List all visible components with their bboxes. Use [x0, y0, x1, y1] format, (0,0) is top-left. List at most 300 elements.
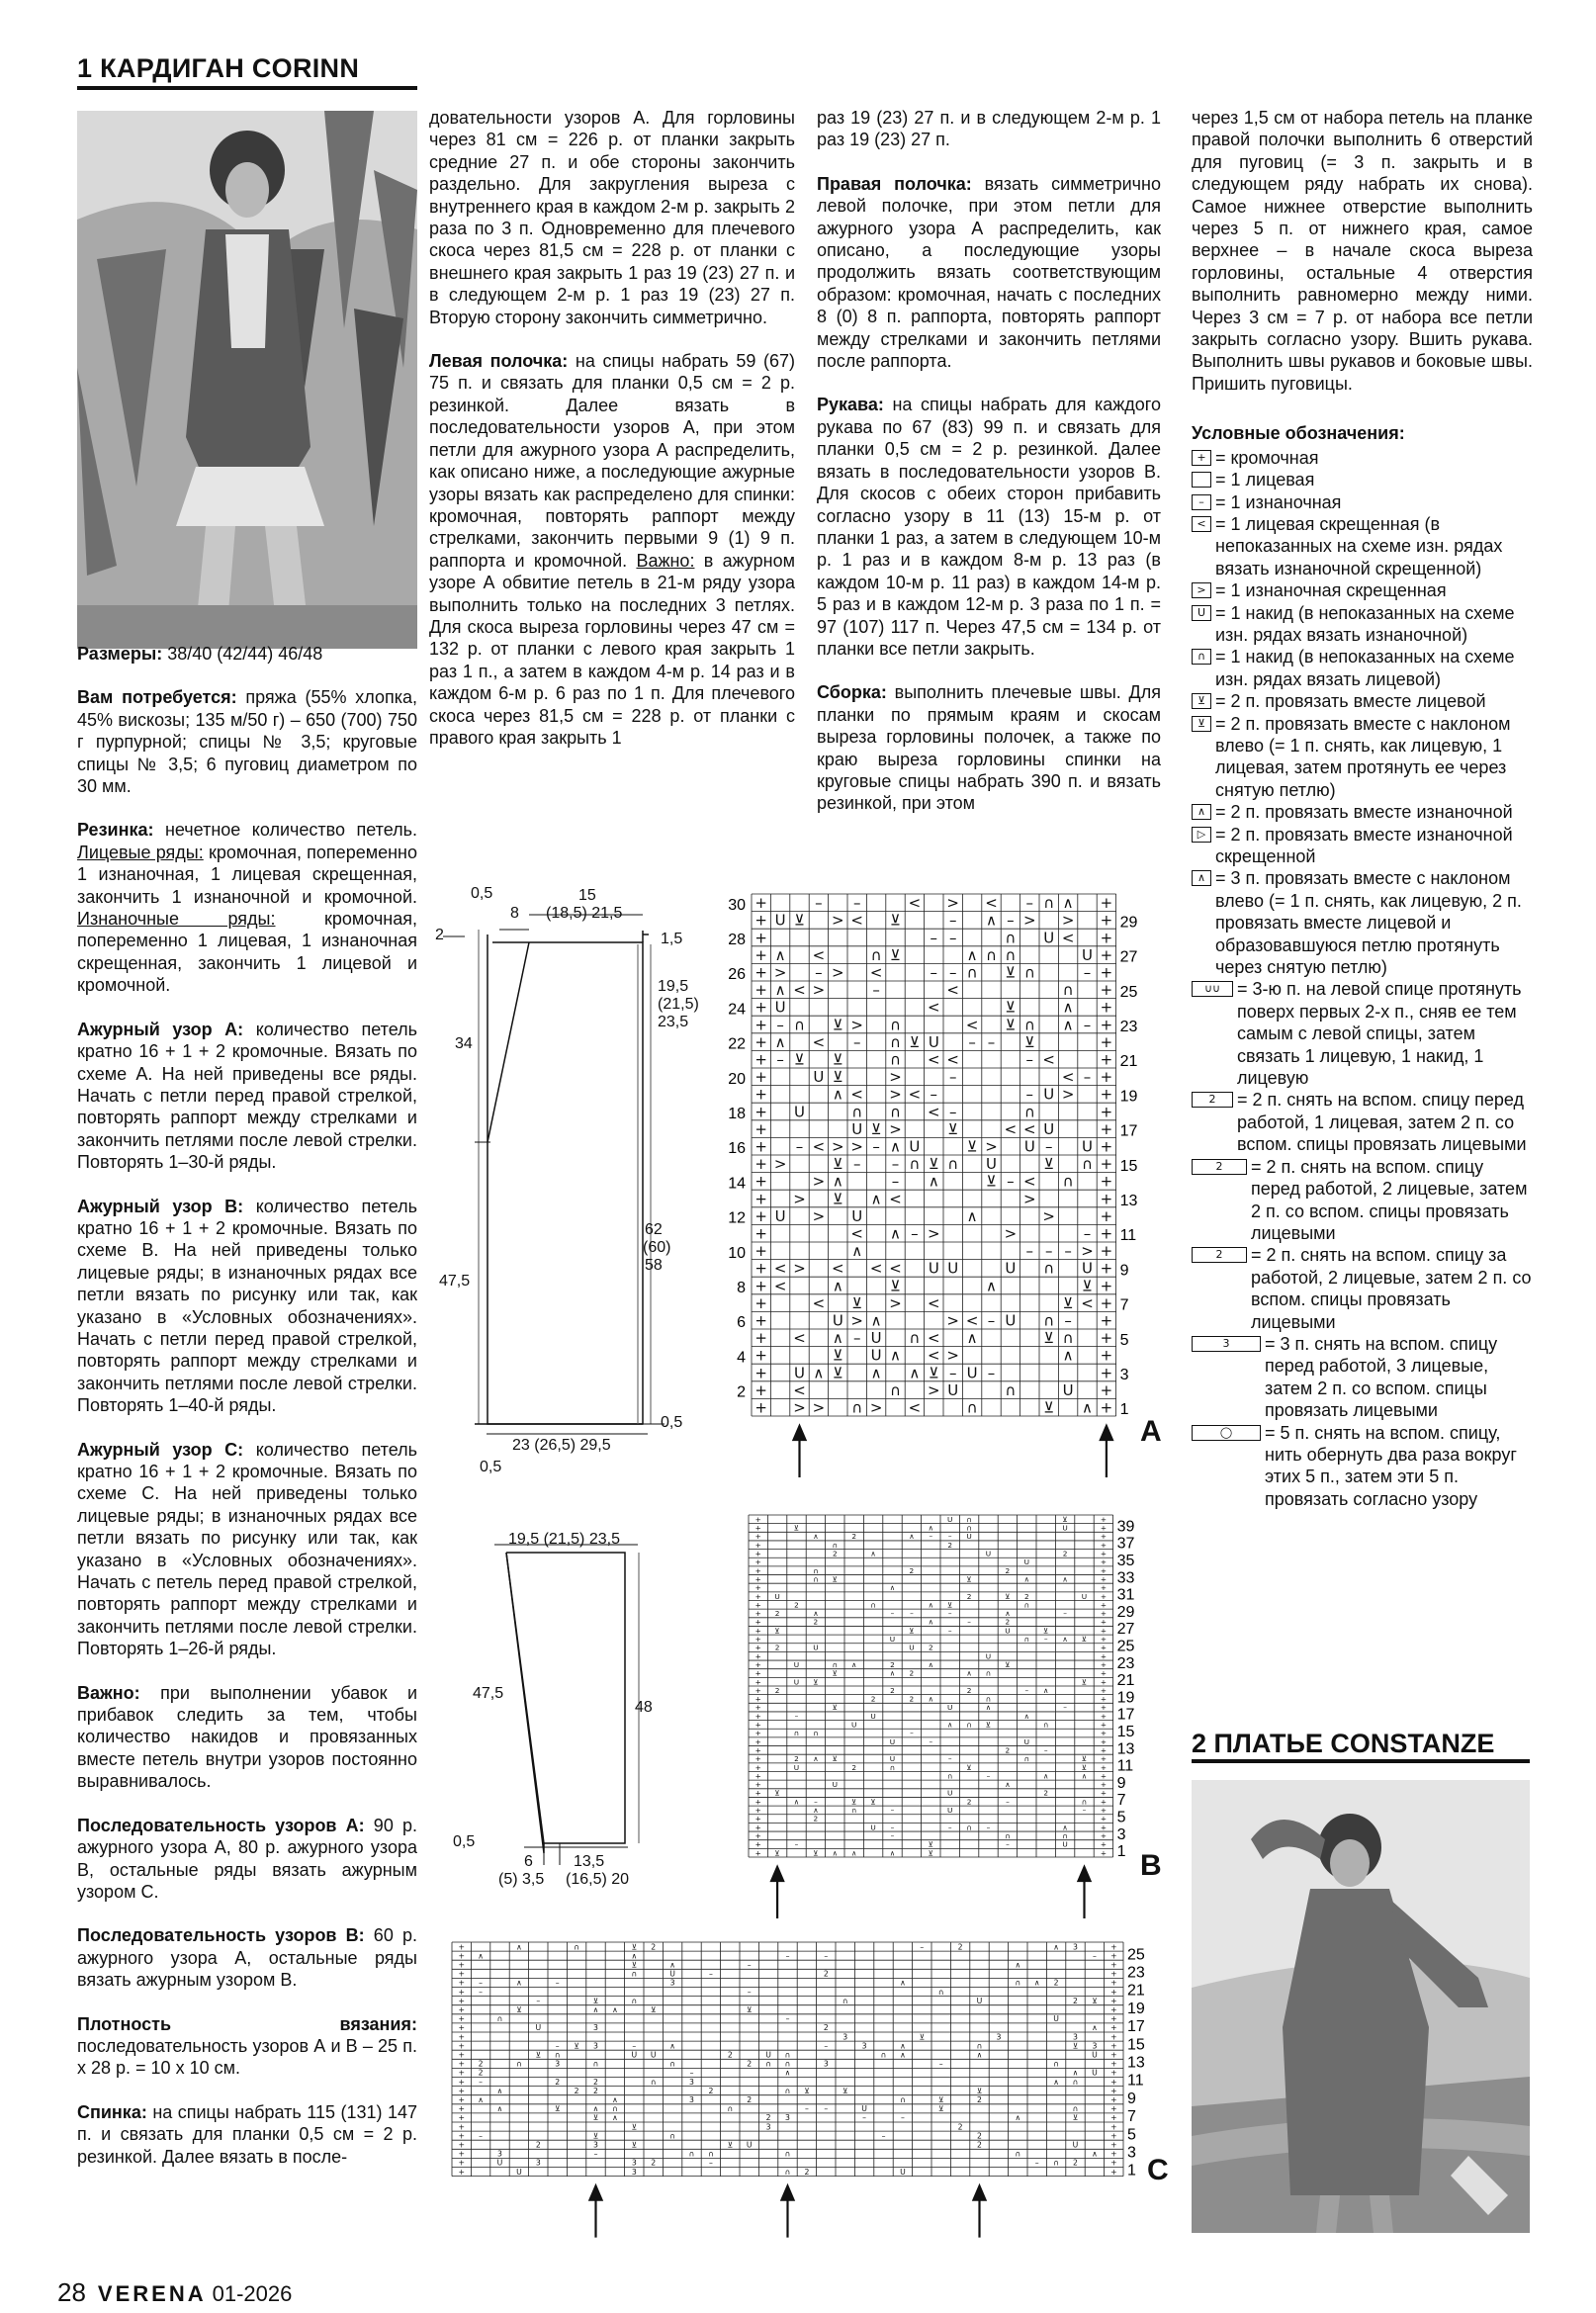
chart-cell-symbol: ∧ — [928, 1617, 933, 1627]
chart-cell-symbol: + — [754, 1557, 761, 1567]
chart-cell-symbol: – — [852, 894, 861, 913]
chart-cell-symbol: ⊻ — [832, 1703, 838, 1713]
section-2-title: 2 ПЛАТЬЕ CONSTANZE — [1192, 1729, 1495, 1758]
row-number-label: 6 — [737, 1314, 746, 1332]
chart-cell-symbol: + — [1100, 1514, 1107, 1524]
chart-cell-symbol: U — [1082, 945, 1093, 964]
legend-item — [1192, 491, 1533, 513]
chart-cell-symbol: 2 — [813, 1814, 819, 1824]
chart-cell-symbol: > — [832, 963, 844, 982]
chart-cell-symbol: – — [824, 2041, 829, 2051]
chart-cell-symbol: < — [1004, 1119, 1018, 1138]
chart-cell-symbol: ∧ — [516, 1978, 522, 1988]
chart-cell-symbol: + — [1100, 1635, 1107, 1645]
assembly-continued: через 1,5 см от набора петель на планке правой полочки выполнить 6 отверстий для пуговиц (= 3 п. закрыть и в следующем ряду набрать их снова). Самое нижнее отверстие выполнить через 5 п. от нижнего края, самое верхнее – в начале скоса выреза горловины, остальные 4 отверстия выполнить равномерно между ними. Через 3 см = 7 р. от набора все петли закрыть согласно узору. Вшить рукава. Выполнить швы рукавов и боковые швы. Пришить пуговицы. — [1192, 108, 1533, 394]
chart-cell-symbol: U — [947, 1259, 959, 1278]
chart-cell-symbol: U — [870, 1329, 882, 1348]
row-number-label: 17 — [1116, 1706, 1135, 1724]
chart-cell-symbol: > — [793, 1190, 806, 1208]
chart-cell-symbol: ∩ — [851, 1806, 857, 1816]
chart-cell-symbol: ∩ — [1005, 1380, 1017, 1399]
row-number-label: 25 — [1119, 983, 1138, 1001]
chart-cell-symbol: ∩ — [900, 2094, 906, 2104]
row-number-label: 23 — [1127, 1964, 1145, 1982]
chart-cell-symbol: < — [793, 1380, 806, 1399]
chart-cell-symbol: + — [1100, 1814, 1107, 1824]
chart-cell-symbol: ∧ — [986, 1277, 997, 1295]
chart-cell-symbol: + — [754, 1814, 761, 1824]
chart-cell-symbol: ⊻ — [592, 2131, 599, 2141]
chart-cell-symbol: + — [458, 1969, 465, 1979]
chart-cell-symbol: ⊻ — [516, 2004, 522, 2014]
chart-cell-symbol: ∧ — [1043, 1771, 1049, 1781]
chart-cell-symbol: U — [516, 2167, 522, 2177]
chart-cell-symbol: ⊻ — [1072, 2041, 1079, 2051]
page-footer — [57, 2278, 292, 2308]
row-number-label: 13 — [1116, 1740, 1135, 1758]
model-photo-cardigan — [77, 111, 417, 649]
repeat-arrow-icon — [1079, 1867, 1091, 1918]
chart-c-grid — [450, 1934, 1145, 2261]
chart-cell-symbol: ∧ — [669, 2041, 675, 2051]
chart-cell-symbol: ⊻ — [774, 1848, 780, 1858]
chart-cell-symbol: ∧ — [1015, 2113, 1021, 2123]
chart-cell-symbol: – — [900, 2113, 905, 2123]
chart-cell-symbol: > — [889, 1068, 902, 1087]
chart-cell-symbol: ∧ — [813, 1806, 819, 1816]
chart-cell-symbol: > — [832, 911, 844, 930]
chart-cell-symbol: + — [754, 1694, 761, 1704]
chart-cell-symbol: + — [458, 2032, 465, 2042]
chart-cell-symbol: ∩ — [1062, 1172, 1074, 1191]
legend-text: = 2 п. провязать вместе изнаночной скрещенной — [1215, 824, 1513, 866]
chart-cell-symbol: – — [1025, 1085, 1034, 1104]
chart-cell-symbol: + — [1100, 1103, 1113, 1121]
chart-cell-symbol: 2 — [1005, 1745, 1011, 1755]
chart-cell-symbol: U — [813, 1068, 825, 1087]
chart-cell-symbol: ⊻ — [832, 1190, 843, 1208]
chart-cell-symbol: ∧ — [1023, 1711, 1029, 1721]
chart-cell-symbol: ∧ — [986, 911, 997, 930]
chart-cell-symbol: 2 — [813, 1617, 819, 1627]
chart-cell-symbol: + — [458, 2086, 465, 2095]
chart-cell-symbol: ⊻ — [1072, 2113, 1079, 2123]
chart-cell-symbol: 2 — [1043, 1788, 1049, 1798]
chart-cell-symbol: – — [1083, 963, 1092, 982]
chart-cell-symbol: ∧ — [516, 1942, 522, 1952]
chart-cell-symbol: ⊻ — [794, 911, 805, 930]
chart-cell-symbol: < — [850, 1085, 863, 1104]
chart-cell-symbol: ⊻ — [832, 1050, 843, 1069]
chart-cell-symbol: > — [1023, 1190, 1036, 1208]
row-number-label: 27 — [1116, 1621, 1135, 1639]
chart-cell-symbol: < — [812, 1293, 826, 1312]
chart-cell-symbol: U — [1092, 2068, 1098, 2078]
chart-cell-symbol: U — [1062, 1380, 1074, 1399]
chart-cell-symbol: ∧ — [900, 2050, 906, 2060]
chart-cell-symbol: – — [947, 1754, 952, 1764]
chart-cell-symbol: U — [909, 1643, 915, 1652]
chart-cell-symbol: ∩ — [516, 2059, 522, 2069]
chart-cell-symbol: U — [870, 1346, 882, 1365]
chart-cell-symbol: 2 — [747, 2059, 753, 2069]
chart-cell-symbol: ∧ — [909, 1364, 921, 1382]
legend-symbol-icon: ∧ — [1192, 870, 1211, 886]
chart-cell-symbol: ⊻ — [976, 2086, 983, 2095]
chart-cell-symbol: – — [1064, 1242, 1072, 1261]
dim-label: (60) — [643, 1239, 671, 1256]
chart-cell-symbol: ⊻ — [535, 2050, 542, 2060]
chart-cell-symbol: 2 — [870, 1694, 876, 1704]
chart-cell-symbol: 2 — [1062, 1549, 1068, 1558]
legend-text: = 2 п. снять на вспом. спицу перед работой, 1 лицевая, затем 2 п. со вспом. спицы провязать лицевыми — [1237, 1090, 1527, 1155]
chart-cell-symbol: + — [1110, 2050, 1117, 2060]
chart-cell-symbol: ∧ — [1072, 2068, 1079, 2078]
chart-cell-symbol: ∩ — [784, 2059, 791, 2069]
chart-cell-symbol: ⊻ — [650, 2004, 657, 2014]
chart-cell-symbol: + — [1100, 1848, 1107, 1858]
chart-cell-symbol: < — [812, 1137, 826, 1156]
chart-cell-symbol: + — [1100, 1380, 1113, 1399]
repeat-arrow-icon — [794, 1426, 806, 1477]
chart-cell-symbol: ⊻ — [813, 1677, 819, 1687]
chart-cell-symbol: ∩ — [1023, 1600, 1029, 1610]
chart-cell-symbol: – — [815, 894, 823, 913]
chart-cell-symbol: – — [1083, 1016, 1092, 1034]
chart-cell-symbol: 2 — [977, 2094, 982, 2104]
chart-cell-symbol: ∧ — [813, 1754, 819, 1764]
dim-label: 13,5 — [574, 1853, 605, 1870]
chart-cell-symbol: ⊻ — [966, 1762, 972, 1772]
chart-cell-symbol: + — [754, 1565, 761, 1575]
chart-cell-symbol: U — [774, 1206, 786, 1225]
chart-cell-symbol: + — [754, 1745, 761, 1755]
legend-symbol-icon: – — [1192, 494, 1211, 510]
chart-cell-symbol: + — [458, 2131, 465, 2141]
chart-cell-symbol: ∩ — [669, 2131, 675, 2141]
legend-list — [1192, 447, 1533, 1511]
chart-cell-symbol: < — [1042, 1050, 1055, 1069]
chart-cell-symbol: + — [754, 1172, 767, 1191]
chart-cell-symbol: 2 — [804, 2167, 810, 2177]
dim-label: 0,5 — [480, 1459, 502, 1475]
chart-cell-symbol: U — [870, 1823, 876, 1832]
chart-cell-symbol: – — [987, 1364, 996, 1382]
chart-cell-symbol: U — [774, 911, 786, 930]
chart-cell-symbol: – — [947, 1823, 952, 1832]
chart-cell-symbol: ⊻ — [1081, 1762, 1088, 1772]
chart-cell-symbol: < — [889, 1190, 902, 1208]
chart-cell-symbol: ⊻ — [774, 1788, 780, 1798]
chart-cell-symbol: + — [754, 1736, 761, 1746]
chart-cell-symbol: + — [1100, 1206, 1113, 1225]
chart-cell-symbol: < — [1023, 1119, 1036, 1138]
row-number-label: 28 — [728, 932, 746, 949]
chart-cell-symbol: + — [754, 1137, 767, 1156]
chart-cell-symbol: + — [754, 1823, 761, 1832]
chart-cell-symbol: 2 — [909, 1694, 915, 1704]
chart-cell-symbol: > — [812, 981, 826, 1000]
chart-cell-symbol: + — [754, 1050, 767, 1069]
chart-cell-symbol: 3 — [1092, 2041, 1098, 2051]
legend-title: Условные обозначения: — [1192, 423, 1405, 444]
chart-cell-symbol: ∧ — [813, 1532, 819, 1542]
chart-cell-symbol: < — [965, 1016, 979, 1034]
chart-cell-symbol: U — [774, 1591, 780, 1601]
chart-cell-symbol: ∧ — [1092, 2023, 1098, 2033]
chart-cell-symbol: 2 — [794, 1600, 799, 1610]
row-number-label: 11 — [1127, 2072, 1144, 2090]
chart-cell-symbol: U — [1043, 929, 1055, 947]
chart-cell-symbol: – — [794, 1711, 799, 1721]
chart-c — [450, 1934, 1145, 2261]
chart-cell-symbol: + — [1110, 1969, 1117, 1979]
chart-cell-symbol: > — [946, 894, 959, 913]
chart-cell-symbol: – — [890, 1830, 895, 1840]
chart-cell-symbol: + — [1110, 2014, 1117, 2024]
chart-cell-symbol: ⊻ — [909, 1032, 921, 1051]
chart-cell-symbol: < — [773, 1259, 787, 1278]
chart-cell-symbol: + — [1100, 1771, 1107, 1781]
chart-cell-symbol: ∧ — [774, 1032, 786, 1051]
dim-label: (5) 3,5 — [498, 1871, 545, 1888]
chart-cell-symbol: 2 — [593, 2077, 598, 2087]
dim-label: 1,5 — [661, 931, 683, 947]
legend-symbol-icon: ∧ — [1192, 804, 1211, 820]
chart-cell-symbol: + — [1100, 1277, 1113, 1295]
chart-cell-symbol: – — [555, 2041, 560, 2051]
chart-cell-symbol: + — [754, 1711, 761, 1721]
row-number-label: 7 — [1119, 1296, 1129, 1314]
chart-cell-symbol: ⊻ — [813, 1848, 819, 1858]
chart-cell-symbol: + — [1100, 1137, 1113, 1156]
chart-cell-symbol: < — [773, 1277, 787, 1295]
important-paragraph: Важно: при выполнении убавок и прибавок следить за тем, чтобы количество накидов и провязанных вместе петель внутри узоров постоянно выравнивалось. — [77, 1682, 417, 1792]
chart-cell-symbol: + — [1100, 1788, 1107, 1798]
chart-cell-symbol: + — [754, 1600, 761, 1610]
legend-item — [1192, 824, 1533, 868]
chart-cell-symbol: U — [986, 1155, 997, 1174]
chart-cell-symbol: 2 — [774, 1685, 780, 1695]
chart-cell-symbol: + — [1110, 1987, 1117, 1997]
chart-cell-symbol: ⊻ — [832, 1668, 838, 1678]
chart-a — [720, 888, 1138, 1481]
chart-cell-symbol: + — [1100, 1242, 1113, 1261]
chart-cell-symbol: + — [458, 2023, 465, 2033]
row-number-label: 9 — [1119, 1262, 1129, 1280]
chart-cell-symbol: + — [754, 1103, 767, 1121]
chart-cell-symbol: + — [754, 1380, 767, 1399]
chart-cell-symbol: U — [794, 1103, 805, 1121]
chart-cell-symbol: < — [812, 945, 826, 964]
chart-cell-symbol: + — [1110, 1996, 1117, 2005]
chart-cell-symbol: – — [1025, 1050, 1034, 1069]
chart-cell-symbol: ⊻ — [985, 1720, 992, 1730]
chart-cell-symbol: ∧ — [612, 2094, 618, 2104]
legend-text: = 1 накид (в непоказанных на схеме изн. рядах вязать лицевой) — [1215, 647, 1515, 689]
chart-cell-symbol: ⊻ — [794, 1050, 805, 1069]
chart-cell-symbol: < — [908, 1398, 922, 1417]
chart-cell-symbol: ⊻ — [1092, 1996, 1098, 2005]
photo-illustration-2 — [1192, 1780, 1530, 2233]
row-number-label: 15 — [1116, 1724, 1135, 1741]
chart-cell-symbol: ⊻ — [937, 2104, 944, 2114]
chart-cell-symbol: 2 — [890, 1685, 895, 1695]
chart-cell-symbol: + — [458, 2113, 465, 2123]
legend-text: = 2 п. провязать вместе лицевой — [1215, 691, 1486, 712]
dim-label: 23,5 — [658, 1014, 689, 1030]
chart-cell-symbol: + — [754, 1293, 767, 1312]
legend-symbol-icon: ∪∪ — [1192, 981, 1233, 997]
chart-cell-symbol: 3 — [823, 2059, 829, 2069]
chart-cell-symbol: + — [458, 2149, 465, 2159]
row-number-label: 29 — [1119, 914, 1138, 932]
chart-cell-symbol: > — [889, 1085, 902, 1104]
chart-cell-symbol: ⊻ — [1005, 963, 1017, 982]
chart-cell-symbol: > — [812, 1398, 826, 1417]
legend-symbol-icon: 2 — [1192, 1247, 1247, 1263]
chart-cell-symbol: + — [1100, 1190, 1113, 1208]
chart-cell-symbol: – — [891, 1172, 900, 1191]
chart-cell-symbol: + — [1100, 1259, 1113, 1278]
sleeve-schematic — [453, 1531, 712, 1907]
chart-cell-symbol: 2 — [747, 2094, 753, 2104]
chart-cell-symbol: > — [832, 1137, 844, 1156]
row-number-label: 11 — [1119, 1227, 1137, 1245]
chart-cell-symbol: U — [928, 1032, 939, 1051]
chart-cell-symbol: – — [632, 2041, 637, 2051]
chart-cell-symbol: – — [795, 1137, 804, 1156]
chart-cell-symbol: + — [754, 1549, 761, 1558]
chart-cell-symbol: U — [535, 2023, 542, 2033]
chart-cell-symbol: + — [1110, 1951, 1117, 1961]
chart-cell-symbol: 2 — [478, 2059, 484, 2069]
chart-cell-symbol: ∧ — [1092, 2149, 1098, 2159]
chart-cell-symbol: U — [985, 1651, 992, 1661]
chart-cell-symbol: U — [1053, 2014, 1059, 2024]
chart-cell-symbol: ∧ — [1062, 1574, 1068, 1584]
chart-cell-symbol: + — [1110, 2104, 1117, 2114]
chart-cell-symbol: ∧ — [832, 1848, 838, 1858]
chart-cell-symbol: + — [754, 1346, 767, 1365]
chart-cell-symbol: + — [754, 1754, 761, 1764]
chart-cell-symbol: 2 — [977, 2131, 982, 2141]
chart-cell-symbol: + — [754, 1206, 767, 1225]
chart-cell-symbol: U — [1082, 1259, 1093, 1278]
chart-cell-symbol: ∧ — [870, 1549, 876, 1558]
chart-cell-symbol: + — [458, 2014, 465, 2024]
chart-cell-symbol: ∧ — [947, 1720, 953, 1730]
chart-cell-symbol: ∧ — [1043, 1685, 1049, 1695]
chart-cell-symbol: – — [536, 1996, 541, 2005]
chart-cell-symbol: – — [1025, 894, 1034, 913]
chart-cell-symbol: ∩ — [1043, 894, 1055, 913]
chart-cell-symbol: ∧ — [851, 1848, 857, 1858]
chart-cell-symbol: ∩ — [1072, 2104, 1079, 2114]
chart-cell-symbol: + — [754, 1532, 761, 1542]
chart-cell-symbol: ⊻ — [1005, 1659, 1011, 1669]
chart-cell-symbol: ∩ — [1082, 1155, 1093, 1174]
chart-cell-symbol: ∩ — [496, 2014, 503, 2024]
chart-cell-symbol: U — [947, 1703, 953, 1713]
chart-cell-symbol: + — [458, 1987, 465, 1997]
chart-cell-symbol: + — [1100, 1591, 1107, 1601]
row-number-label: 27 — [1119, 948, 1138, 966]
chart-cell-symbol: U — [1023, 1736, 1029, 1746]
row-number-label: 29 — [1116, 1603, 1135, 1621]
chart-cell-symbol: U — [851, 1720, 857, 1730]
chart-cell-symbol: ∩ — [976, 2041, 983, 2051]
legend-text: = 1 изнаночная скрещенная — [1215, 580, 1447, 601]
chart-cell-symbol: + — [1100, 1659, 1107, 1669]
chart-cell-symbol: ∩ — [1043, 1720, 1049, 1730]
chart-cell-symbol: + — [1100, 1617, 1107, 1627]
chart-cell-symbol: + — [1110, 1978, 1117, 1988]
chart-cell-symbol: U — [900, 2167, 906, 2177]
chart-cell-symbol: ∩ — [851, 1103, 863, 1121]
legend-item — [1192, 469, 1533, 490]
chart-cell-symbol: + — [754, 1574, 761, 1584]
chart-cell-symbol: ∧ — [870, 1311, 882, 1330]
chart-cell-symbol: ∩ — [890, 1016, 901, 1034]
title-rule — [77, 86, 417, 90]
chart-cell-symbol: ∧ — [1062, 894, 1074, 913]
chart-cell-symbol: + — [458, 2077, 465, 2087]
chart-cell-symbol: + — [1100, 1600, 1107, 1610]
chart-cell-symbol: 3 — [593, 2023, 598, 2033]
chart-cell-symbol: ∩ — [1023, 1754, 1029, 1764]
chart-cell-symbol: + — [458, 2122, 465, 2132]
chart-cell-symbol: 2 — [890, 1659, 895, 1669]
chart-cell-symbol: + — [754, 1788, 761, 1798]
chart-cell-symbol: – — [930, 929, 938, 947]
chart-cell-symbol: U — [851, 1206, 863, 1225]
chart-cell-symbol: – — [824, 1951, 829, 1961]
chart-cell-symbol: U — [966, 1532, 972, 1542]
chart-cell-symbol: U — [496, 2158, 503, 2168]
chart-cell-symbol: U — [1005, 1259, 1017, 1278]
legend-item — [1192, 978, 1533, 1089]
chart-cell-symbol: ⊻ — [1043, 1626, 1049, 1636]
chart-cell-symbol: + — [1100, 1685, 1107, 1695]
chart-cell-symbol: U — [889, 1754, 896, 1764]
chart-cell-symbol: U — [889, 1736, 896, 1746]
dim-label: 19,5 (21,5) 23,5 — [508, 1531, 620, 1548]
chart-cell-symbol: ∩ — [650, 2077, 657, 2087]
chart-cell-symbol: 3 — [1073, 1942, 1078, 1952]
chart-cell-symbol: + — [1110, 2004, 1117, 2014]
chart-cell-symbol: < — [832, 1259, 844, 1278]
article-title: 1 КАРДИГАН CORINN — [77, 53, 360, 83]
chart-cell-symbol: + — [1110, 2113, 1117, 2123]
chart-cell-symbol: ⊻ — [986, 1172, 997, 1191]
chart-cell-symbol: ∧ — [832, 1172, 843, 1191]
chart-cell-symbol: – — [689, 2068, 694, 2078]
front-schematic-lines — [435, 885, 702, 1478]
repeat-arrow-icon — [974, 2186, 986, 2238]
chart-cell-symbol: ∩ — [966, 1523, 972, 1533]
chart-cell-symbol: > — [850, 1311, 863, 1330]
chart-cell-symbol: + — [1100, 1329, 1113, 1348]
chart-cell-symbol: + — [1100, 1830, 1107, 1840]
row-number-label: 13 — [1127, 2054, 1145, 2072]
row-number-label: 4 — [737, 1349, 746, 1367]
chart-cell-symbol: ∧ — [928, 1172, 939, 1191]
row-number-label: 39 — [1116, 1518, 1135, 1536]
sizes-paragraph: Размеры: 38/40 (42/44) 46/48 — [77, 644, 323, 664]
row-number-label: 15 — [1127, 2036, 1145, 2054]
chart-cell-symbol: + — [754, 1720, 761, 1730]
